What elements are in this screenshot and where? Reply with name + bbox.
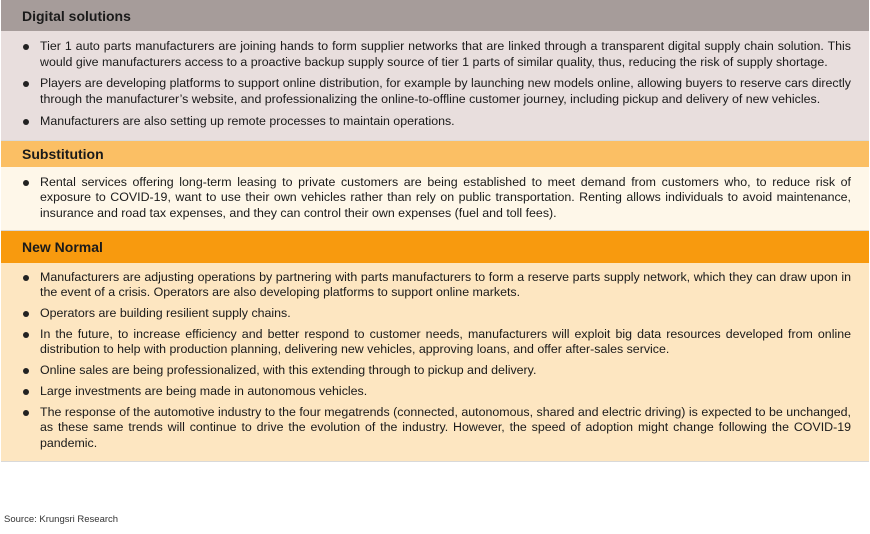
bullet-icon [23, 311, 29, 317]
list-item: Manufacturers are also setting up remote processes to maintain operations. [22, 114, 851, 130]
list-item: Manufacturers are adjusting operations by partnering with parts manufacturers to form a reserve parts supply network, which they can draw upon in the event of a crisis. Operators are also developing platforms to support online markets. [22, 270, 851, 301]
bullet-list [22, 39, 851, 130]
bullet-icon [23, 81, 29, 87]
section-title: New Normal [1, 231, 869, 263]
bullet-icon [23, 368, 29, 374]
bullet-icon [23, 119, 29, 125]
section-digital-solutions [1, 0, 869, 141]
list-item: The response of the automotive industry to the four megatrends (connected, autonomous, shared and electric driving) is expected to be unchanged, as these same trends will continue to drive the evolution of the industry. However, the speed of adoption might change following the COVID-19 pandemic. [22, 405, 851, 452]
bullet-icon [23, 332, 29, 338]
summary-table [1, 0, 869, 462]
bullet-icon [23, 44, 29, 50]
list-item: Tier 1 auto parts manufacturers are joining hands to form supplier networks that are linked through a transparent digital supply chain solution. This would give manufacturers access to a proactive backup supply source of tier 1 parts of similar quality, thus, reducing the risk of supply shortage. [22, 39, 851, 70]
list-item: Online sales are being professionalized, with this extending through to pickup and delivery. [22, 363, 851, 379]
bullet-icon [23, 389, 29, 395]
bullet-icon [23, 275, 29, 281]
list-item: Operators are building resilient supply chains. [22, 306, 851, 322]
list-item: Players are developing platforms to support online distribution, for example by launching new models online, allowing buyers to reserve cars directly through the manufacturer’s website, and professionalizing the online-to-offline customer journey, including pickup and delivery of new vehicles. [22, 76, 851, 107]
section-title: Digital solutions [1, 0, 869, 31]
list-item: Rental services offering long-term leasing to private customers are being established to meet demand from customers who, to reduce risk of exposure to COVID-19, want to use their own vehicles rather than rely on public transportation. Renting allows individuals to avoid maintenance, insurance and road tax expenses, and they can control their own expenses (fuel and toll fees). [22, 175, 851, 222]
source-note: Source: Krungsri Research [4, 514, 119, 525]
bullet-list [22, 175, 851, 222]
list-item: Large investments are being made in autonomous vehicles. [22, 384, 851, 400]
section-title: Substitution [1, 141, 869, 167]
bullet-list [22, 270, 851, 452]
section-substitution [1, 141, 869, 231]
section-new-normal [1, 231, 869, 462]
list-item: In the future, to increase efficiency and better respond to customer needs, manufacturers will exploit big data resources developed from online distribution to help with production planning, delivering new vehicles, approving loans, and offer after-sales service. [22, 327, 851, 358]
bullet-icon [23, 180, 29, 186]
bullet-icon [23, 410, 29, 416]
